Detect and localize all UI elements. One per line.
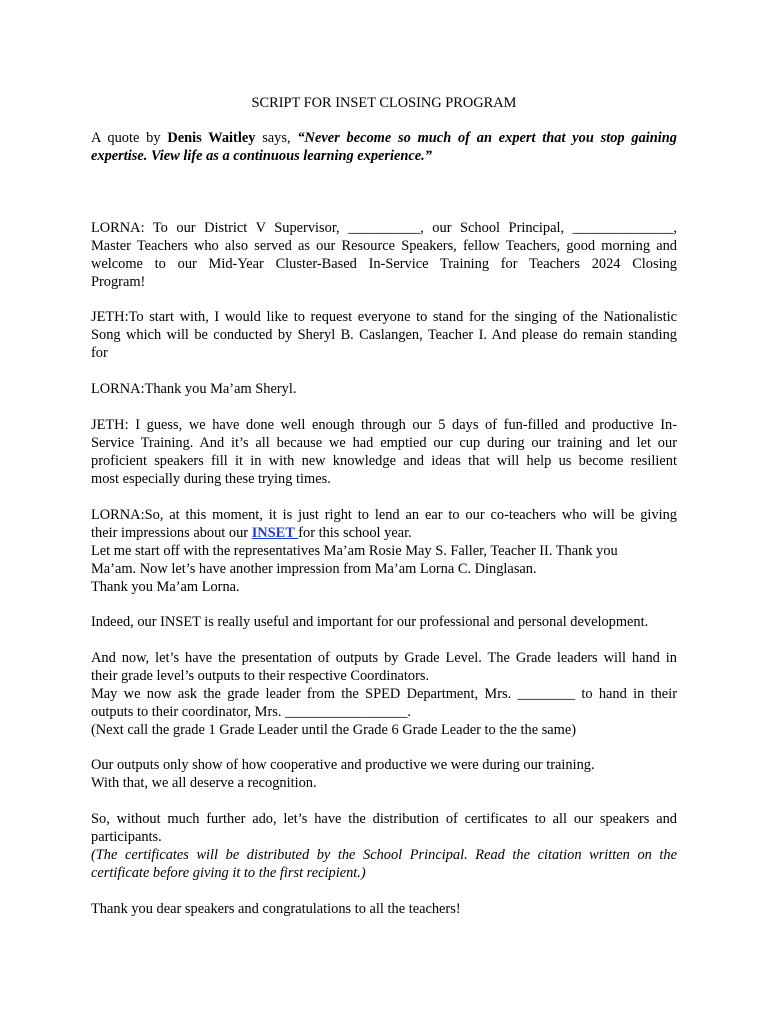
paragraph-lorna-impressions: LORNA:So, at this moment, it is just right to lend an ear to our co-teachers who will be giving their impressions about our INSET for this school year. Let me start off with the representatives Ma’am Rosie May S. Faller, Teacher II. Thank you Ma’am. Now let’s have another impression from Ma’am Lorna C. Dinglasan. Thank you Ma’am Lorna. xyxy=(91,507,677,595)
paragraph-outputs: And now, let’s have the presentation of outputs by Grade Level. The Grade leaders will hand in their grade level’s outputs to their respective Coordinators. May we now ask the grade leader from the SPED Department, Mrs. ________ to hand in their outputs to their coordinator, Mrs. _________________. (Next call the grade 1 Grade Leader until the Grade 6 Grade Leader to the the same) xyxy=(91,650,677,738)
document-title: SCRIPT FOR INSET CLOSING PROGRAM xyxy=(251,95,517,111)
paragraph-jeth-training: JETH: I guess, we have done well enough through our 5 days of fun-filled and productive In- Service Training. And it’s all because we had emptied our cup during our training and let our proficient speakers fill it in with new knowledge and ideas that will help us become resilient most especially during these trying times. xyxy=(91,417,677,487)
quote-author: Denis Waitley xyxy=(167,130,256,146)
quote-line-1: A quote by Denis Waitley says, “Never become so much of an expert that you stop gaining xyxy=(91,130,677,146)
paragraph-closing-thanks: Thank you dear speakers and congratulations to all the teachers! xyxy=(91,901,461,917)
paragraph-recognition: Our outputs only show of how cooperative and productive we were during our training. With that, we all deserve a recognition. xyxy=(91,757,595,791)
quote-text-1: “Never become so much of an expert that you stop gaining xyxy=(297,130,677,146)
quote-text-2: expertise. View life as a continuous learning experience.” xyxy=(91,148,432,164)
paragraph-lorna-welcome: LORNA: To our District V Supervisor, __________, our School Principal, ______________, Master Teachers who also served as our Resource Speakers, fellow Teachers, good morning and welcome to our Mid-Year Cluster-Based In-Service Training for Teachers 2024 Closing Program! xyxy=(91,220,677,290)
paragraph-jeth-song: JETH:To start with, I would like to request everyone to stand for the singing of the Nationalistic Song which will be conducted by Sheryl B. Caslangen, Teacher I. And please do remain standing for xyxy=(91,309,677,361)
inset-link[interactable]: INSET xyxy=(251,525,299,541)
paragraph-lorna-thanks: LORNA:Thank you Ma’am Sheryl. xyxy=(91,381,297,397)
paragraph-certificates: So, without much further ado, let’s have the distribution of certificates to all our speakers and participants. (The certificates will be distributed by the School Principal. Read the citation written on the certificate before giving it to the first recipient.) xyxy=(91,811,677,881)
paragraph-inset-useful: Indeed, our INSET is really useful and important for our professional and personal development. xyxy=(91,614,649,630)
quote-paragraph xyxy=(91,129,677,165)
